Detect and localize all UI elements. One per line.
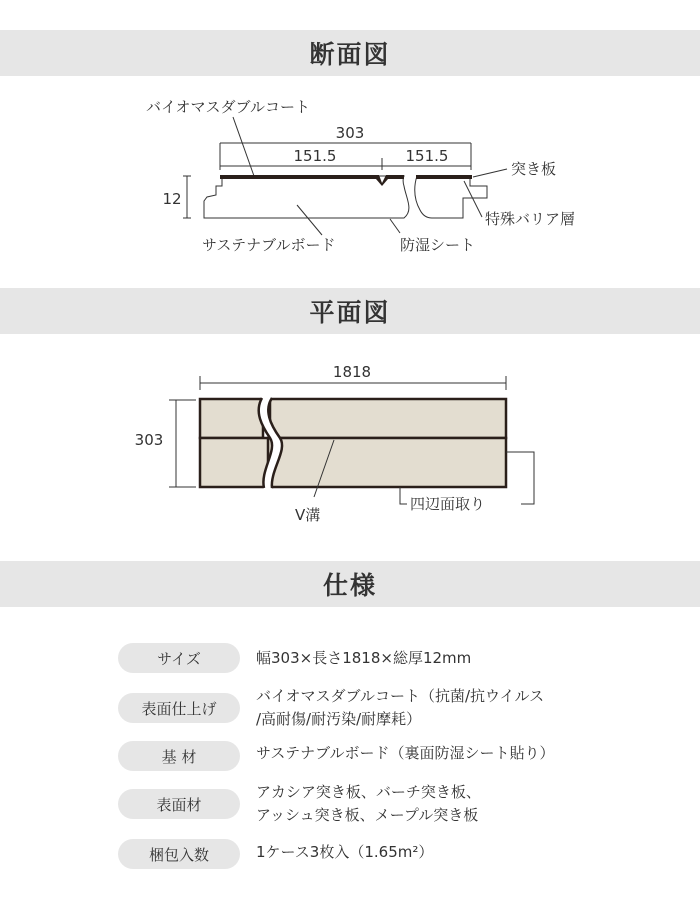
plank-top-right — [270, 399, 506, 438]
width-total-label: 303 — [335, 124, 365, 142]
board-profile-left — [204, 176, 409, 218]
length-label: 1818 — [332, 363, 372, 381]
chamfer-label: 四辺面取り — [410, 495, 486, 513]
veneer-leader — [473, 169, 507, 177]
barrier-label: 特殊バリア層 — [485, 210, 576, 228]
plank-top-left — [200, 399, 263, 438]
moisture-label: 防湿シート — [400, 236, 476, 254]
veneer-layer-right — [416, 175, 472, 179]
section-title: 平面図 — [309, 298, 391, 327]
plank-bottom-left — [200, 438, 272, 487]
board-label: サステナブルボード — [202, 236, 336, 254]
groove-label: V溝 — [295, 506, 321, 524]
section-title: 仕様 — [322, 571, 377, 600]
spec-label-pill: 基 材 — [118, 741, 240, 771]
spec-value — [256, 841, 433, 864]
width-half-right-label: 151.5 — [405, 147, 449, 165]
thickness-label: 12 — [162, 190, 182, 208]
spec-value — [256, 685, 544, 731]
chamfer-leader — [506, 452, 534, 504]
spec-value — [256, 742, 555, 765]
coat-leader — [233, 117, 254, 176]
section-title: 断面図 — [309, 40, 391, 69]
chamfer-leader-2 — [400, 487, 407, 504]
spec-label-pill: 表面材 — [118, 789, 240, 819]
spec-value-line: 幅303×長さ1818×総厚12mm — [256, 649, 472, 667]
plan-diagram — [0, 355, 700, 535]
plank-bottom-right — [268, 438, 506, 487]
spec-label-pill: サイズ — [118, 643, 240, 673]
veneer-label: 突き板 — [511, 160, 557, 178]
spec-value-line: アッシュ突き板、メープル突き板 — [256, 806, 479, 824]
spec-value-line: サステナブルボード（裏面防湿シート貼り） — [256, 744, 555, 762]
width-half-left-label: 151.5 — [293, 147, 337, 165]
coat-label: バイオマスダブルコート — [146, 98, 310, 116]
moisture-leader — [390, 219, 400, 233]
spec-value-line: 1ケース3枚入（1.65m²） — [256, 843, 434, 861]
section-header-spec — [0, 561, 700, 607]
board-profile-right — [415, 176, 487, 218]
section-header-cross-section — [0, 30, 700, 76]
spec-value-line: バイオマスダブルコート（抗菌/抗ウイルス — [256, 687, 545, 705]
section-header-plan — [0, 288, 700, 334]
cross-section-diagram — [0, 90, 700, 270]
spec-value-line: アカシア突き板、バーチ突き板、 — [256, 783, 481, 801]
spec-value-line: /高耐傷/耐汚染/耐摩耗） — [256, 710, 422, 728]
spec-label-pill: 表面仕上げ — [118, 693, 240, 723]
spec-value — [256, 647, 471, 670]
spec-label-pill: 梱包入数 — [118, 839, 240, 869]
width-label: 303 — [134, 431, 164, 449]
spec-value — [256, 781, 481, 827]
